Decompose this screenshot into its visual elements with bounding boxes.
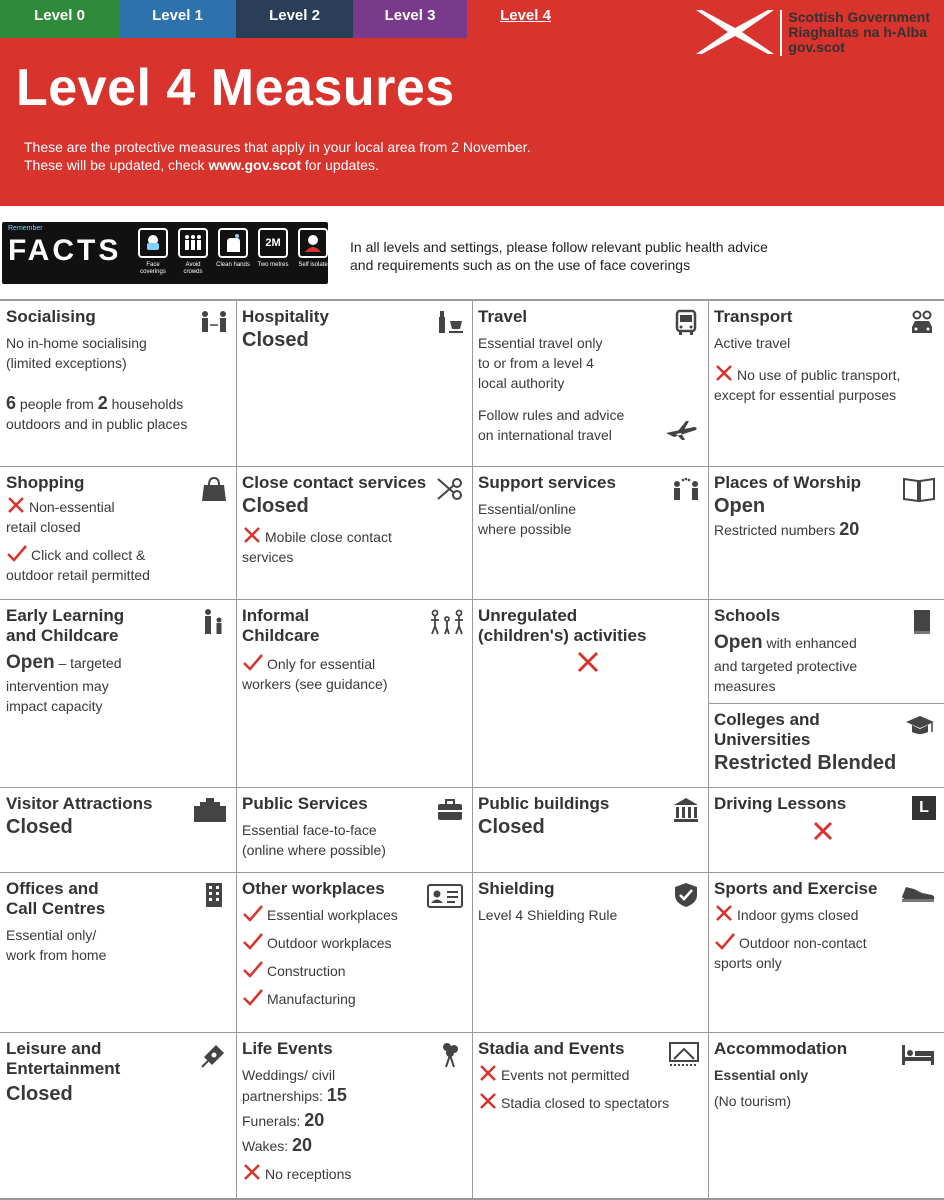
visitor-status: Closed: [6, 816, 73, 838]
cell-colleges: [708, 704, 944, 787]
cell-public-services: [236, 788, 472, 872]
face-covering-icon: [138, 228, 168, 258]
facts-box: [2, 222, 328, 284]
cell-shopping: [0, 467, 236, 599]
self-isolate-icon: [298, 228, 328, 258]
cell-title: Accommodation: [714, 1039, 848, 1058]
family-icon: [430, 608, 464, 636]
early-learning-l0: [6, 650, 230, 676]
tab-level-0[interactable]: Level 0: [0, 0, 119, 38]
cell-title: Colleges and: [714, 710, 820, 729]
cross-icon: [812, 820, 834, 842]
intro-line-2: [24, 156, 531, 174]
leisure-status: Closed: [6, 1083, 73, 1105]
cell-title: Leisure and: [6, 1039, 102, 1058]
transport-l1: Active travel: [714, 335, 791, 351]
worship-l1: [714, 519, 938, 540]
people-distance-icon: [200, 309, 228, 337]
cross-icon: [478, 1063, 498, 1083]
cell-title: Visitor Attractions: [6, 794, 153, 813]
socialising-l1: No in-home socialising: [6, 335, 147, 351]
cell-leisure: [0, 1033, 236, 1198]
transport-l2: [714, 363, 938, 385]
workplace-item-text: Manufacturing: [267, 991, 356, 1007]
cell-title: Hospitality: [242, 307, 329, 326]
cell-title: Other workplaces: [242, 879, 385, 898]
cell-other-workplaces: [236, 873, 472, 1032]
tab-level-2[interactable]: Level 2: [236, 0, 353, 38]
bouquet-icon: [436, 1041, 464, 1069]
sports-l1-text: Indoor gyms closed: [737, 907, 859, 923]
facts-word: FACTS: [8, 234, 122, 267]
travel-l5: on international travel: [478, 427, 612, 443]
tick-icon: [6, 543, 28, 563]
advice-line-1: In all levels and settings, please follow relevant public health advice: [350, 239, 768, 255]
cross-icon: [478, 1091, 498, 1111]
cell-accommodation: [708, 1033, 944, 1198]
life-events-l4: [242, 1135, 466, 1156]
early-learning-l0-text: – targeted: [54, 655, 122, 671]
cell-travel: [472, 301, 708, 466]
open-book-icon: [902, 475, 936, 503]
life-events-l3: [242, 1110, 466, 1131]
cell-title: Offices and: [6, 879, 99, 898]
cell-title: Informal: [242, 606, 310, 625]
cross-icon: [242, 1162, 262, 1182]
cell-driving-lessons: [708, 788, 944, 872]
gov-name-en: Scottish Government: [788, 9, 930, 25]
worship-status: Open: [714, 495, 766, 517]
hospitality-status: Closed: [242, 329, 309, 351]
clean-hands-icon: [218, 228, 248, 258]
life-events-l4-text: Wakes:: [242, 1138, 293, 1154]
gov-name: [788, 10, 930, 55]
worship-number: 20: [839, 519, 860, 539]
gov-url: gov.scot: [788, 39, 845, 55]
tick-icon: [242, 931, 264, 951]
public-buildings-status: Closed: [478, 816, 545, 838]
facts-caption-3: Clean hands: [216, 262, 250, 268]
transport-l2-text: No use of public transport,: [737, 367, 901, 383]
wine-cup-icon: [436, 309, 464, 337]
cycle-car-icon: [908, 309, 936, 337]
cell-stadia: [472, 1033, 708, 1198]
sports-l1: [714, 903, 938, 925]
cell-title: Schools: [714, 606, 781, 625]
cell-public-buildings: [472, 788, 708, 872]
graduation-cap-icon: [904, 712, 936, 740]
gov-name-gd: Riaghaltas na h-Alba: [788, 24, 927, 40]
building-columns-icon: [672, 796, 700, 824]
gov-scot-link[interactable]: www.gov.scot: [208, 157, 302, 173]
cell-transport: [708, 301, 944, 466]
shopping-l2: retail closed: [6, 519, 81, 535]
office-building-icon: [200, 881, 228, 909]
early-learning-l2: impact capacity: [6, 698, 103, 714]
two-metres-icon: 2M: [258, 228, 288, 258]
stadia-l2: [478, 1091, 702, 1113]
support-l2: where possible: [478, 521, 572, 537]
close-contact-status: Closed: [242, 495, 309, 517]
cell-title-2: Entertainment: [6, 1059, 121, 1078]
close-contact-l1-text: Mobile close contact: [265, 529, 392, 545]
cell-hospitality: [236, 301, 472, 466]
cell-title: Close contact services: [242, 473, 427, 492]
close-contact-l1: [242, 525, 466, 547]
cell-offices: [0, 873, 236, 1032]
gov-logo: [696, 10, 930, 56]
socialising-t2: households: [107, 396, 184, 412]
cell-title: Shielding: [478, 879, 555, 898]
accommodation-l2: (No tourism): [714, 1093, 792, 1109]
plane-icon: [664, 419, 698, 441]
shopping-l1: [6, 495, 230, 517]
workplace-item-text: Essential workplaces: [267, 907, 398, 923]
tab-level-4[interactable]: Level 4: [467, 0, 584, 38]
cell-title: Places of Worship: [714, 473, 862, 492]
travel-l4: Follow rules and advice: [478, 407, 625, 423]
tab-level-1[interactable]: Level 1: [119, 0, 236, 38]
informal-childcare-l2: workers (see guidance): [242, 676, 388, 692]
cell-places-of-worship: [708, 467, 944, 599]
cell-title: Sports and Exercise: [714, 879, 878, 898]
trainer-shoe-icon: [900, 877, 936, 905]
travel-l3: local authority: [478, 375, 565, 391]
stadia-l2-text: Stadia closed to spectators: [501, 1095, 670, 1111]
cell-title: Driving Lessons: [714, 794, 847, 813]
shopping-l4: outdoor retail permitted: [6, 567, 150, 583]
briefcase-icon: [436, 796, 464, 824]
tick-icon: [242, 652, 264, 672]
public-services-l1: Essential face-to-face: [242, 822, 377, 838]
stadium-icon: [668, 1041, 700, 1069]
tab-level-3[interactable]: Level 3: [353, 0, 467, 38]
people-count: 6: [6, 393, 17, 413]
scissors-icon: [436, 475, 464, 503]
schools-l2: measures: [714, 678, 776, 694]
intro-text: [24, 138, 531, 174]
early-learning-l1: intervention may: [6, 678, 109, 694]
workplace-item: [242, 987, 466, 1009]
cell-title-2: (children's) activities: [478, 626, 647, 645]
close-contact-l2: services: [242, 549, 294, 565]
tick-icon: [714, 931, 736, 951]
facts-caption-1: Face coverings: [140, 262, 166, 275]
offices-l2: work from home: [6, 947, 107, 963]
tick-icon: [242, 987, 264, 1007]
life-events-l1: Weddings/ civil: [242, 1067, 336, 1083]
stadia-l1-text: Events not permitted: [501, 1067, 630, 1083]
cell-title: Unregulated: [478, 606, 578, 625]
cross-icon: [6, 495, 26, 515]
l-plate-icon: L: [912, 796, 936, 820]
cell-socialising: [0, 301, 236, 466]
workplace-item-text: Outdoor workplaces: [267, 935, 392, 951]
cell-schools: [708, 600, 944, 703]
cell-title: Travel: [478, 307, 528, 326]
sports-l3: sports only: [714, 955, 782, 971]
id-card-icon: [426, 881, 464, 909]
cell-unregulated-activities: [472, 600, 708, 787]
public-health-advice: [350, 238, 768, 274]
castle-icon: [192, 796, 228, 824]
cross-icon: [576, 650, 600, 674]
socialising-t1: people from: [16, 396, 98, 412]
transport-l3: except for essential purposes: [714, 387, 897, 403]
cell-informal-childcare: [236, 600, 472, 787]
wedding-number: 15: [326, 1085, 347, 1105]
schools-status: Open: [714, 632, 763, 653]
life-events-l2-text: partnerships:: [242, 1088, 327, 1104]
life-events-l5-text: No receptions: [265, 1166, 352, 1182]
funeral-number: 20: [304, 1110, 325, 1130]
workplace-item-text: Construction: [267, 963, 346, 979]
shopping-l3-text: Click and collect &: [31, 547, 146, 563]
cell-title-2: Universities: [714, 730, 811, 749]
book-icon: [908, 608, 936, 636]
cell-title: Public Services: [242, 794, 368, 813]
schools-l1: and targeted protective: [714, 658, 858, 674]
shield-check-icon: [672, 881, 700, 909]
offices-l1: Essential only/: [6, 927, 97, 943]
cell-title: Stadia and Events: [478, 1039, 625, 1058]
early-learning-status: Open: [6, 652, 55, 673]
sports-l2: [714, 931, 938, 953]
colleges-status: Restricted Blended: [714, 752, 897, 774]
saltire-icon: [696, 10, 774, 54]
cell-title: Transport: [714, 307, 793, 326]
cell-title: Socialising: [6, 307, 96, 326]
socialising-l3: outdoors and in public places: [6, 416, 188, 432]
cell-title-2: Childcare: [242, 626, 320, 645]
cell-title: Public buildings: [478, 794, 610, 813]
schools-l0: [714, 630, 938, 656]
ticket-icon: [200, 1041, 228, 1069]
cross-icon: [242, 525, 262, 545]
public-services-l2: (online where possible): [242, 842, 386, 858]
shielding-l1: Level 4 Shielding Rule: [478, 907, 618, 923]
advice-line-2: and requirements such as on the use of face coverings: [350, 257, 691, 273]
workplace-item: [242, 959, 466, 981]
header-banner: [0, 38, 944, 206]
shopping-bag-icon: [200, 475, 228, 503]
cell-shielding: [472, 873, 708, 1032]
shopping-l3: [6, 543, 230, 565]
logo-divider: [780, 10, 782, 56]
bus-icon: [672, 309, 700, 337]
life-events-l5: [242, 1162, 466, 1184]
intro-pre: These will be updated, check: [24, 157, 209, 173]
socialising-rule: [6, 393, 230, 414]
wake-number: 20: [292, 1135, 313, 1155]
schools-l0-text: with enhanced: [762, 635, 857, 651]
socialising-l2: (limited exceptions): [6, 355, 127, 371]
cell-sports: [708, 873, 944, 1032]
avoid-crowds-icon: [178, 228, 208, 258]
page-title: Level 4 Measures: [16, 59, 455, 117]
cell-title: Life Events: [242, 1039, 333, 1058]
life-events-l3-text: Funerals:: [242, 1113, 305, 1129]
accommodation-l1: Essential only: [714, 1067, 809, 1083]
facts-remember: Remember: [8, 225, 43, 232]
travel-l2: to or from a level 4: [478, 355, 594, 371]
cell-title-2: Call Centres: [6, 899, 106, 918]
household-count: 2: [97, 393, 108, 413]
tick-icon: [242, 903, 264, 923]
cell-early-learning: [0, 600, 236, 787]
cell-visitor-attractions: [0, 788, 236, 872]
worship-l1-text: Restricted numbers: [714, 522, 840, 538]
adult-child-icon: [200, 608, 228, 636]
facts-caption-5: Self isolate: [298, 262, 328, 268]
facts-caption-4: Two metres: [257, 262, 289, 268]
cell-life-events: [236, 1033, 472, 1198]
intro-post: for updates.: [301, 157, 379, 173]
cross-icon: [714, 363, 734, 383]
facts-caption-2: Avoid crowds: [183, 262, 203, 275]
informal-childcare-l1-text: Only for essential: [267, 656, 376, 672]
cell-title: Shopping: [6, 473, 85, 492]
sports-l2-text: Outdoor non-contact: [739, 935, 867, 951]
bed-icon: [900, 1041, 936, 1069]
travel-l1: Essential travel only: [478, 335, 603, 351]
intro-line-1: These are the protective measures that apply in your local area from 2 November.: [24, 139, 531, 155]
support-people-icon: [672, 475, 700, 503]
support-l1: Essential/online: [478, 501, 577, 517]
cell-title-2: and Childcare: [6, 626, 119, 645]
cell-close-contact: [236, 467, 472, 599]
tick-icon: [242, 959, 264, 979]
informal-childcare-l1: [242, 652, 466, 674]
cell-support-services: [472, 467, 708, 599]
workplace-item: [242, 931, 466, 953]
shopping-l1-text: Non-essential: [29, 499, 115, 515]
life-events-l2: [242, 1085, 466, 1106]
cell-title: Support services: [478, 473, 616, 492]
cross-icon: [714, 903, 734, 923]
cell-title: Early Learning: [6, 606, 125, 625]
